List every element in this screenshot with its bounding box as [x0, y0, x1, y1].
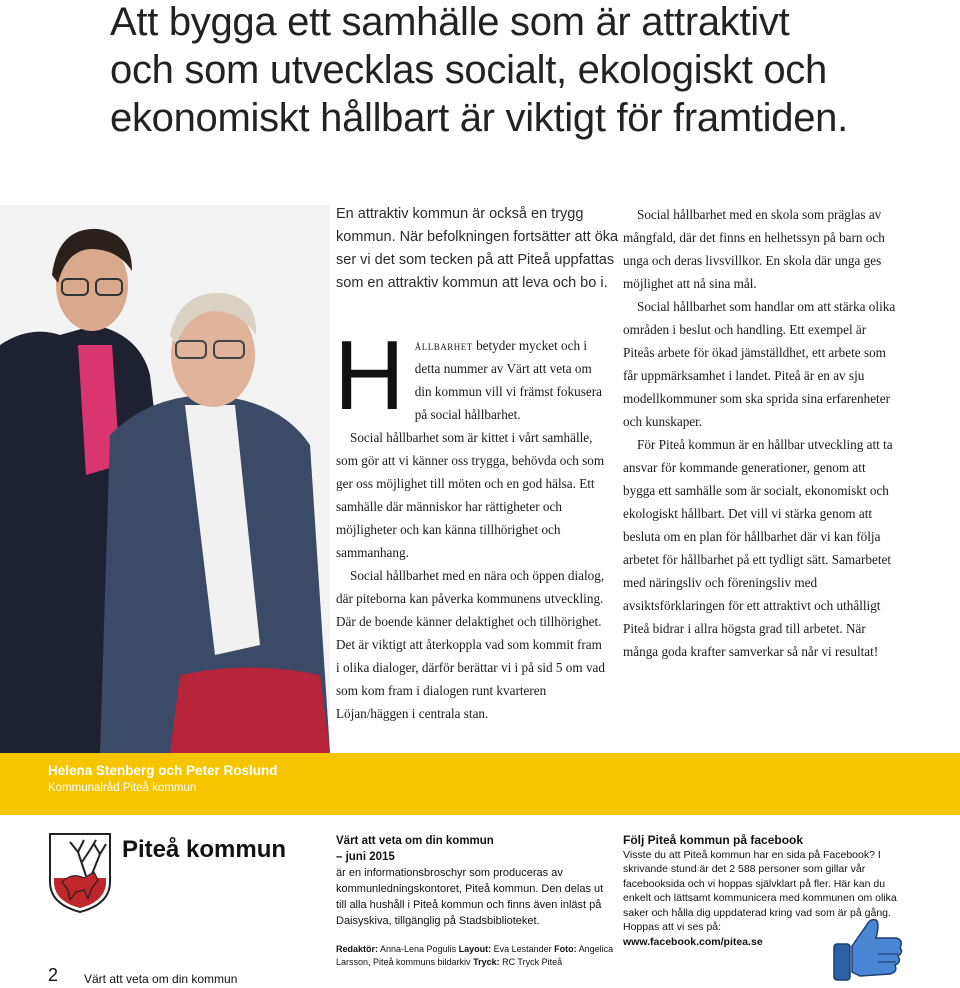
layout-label: Layout:: [458, 944, 492, 954]
print-value: RC Tryck Piteå: [499, 957, 563, 967]
editor-value: Anna-Lena Pogulis: [378, 944, 459, 954]
portrait-illustration: [0, 205, 330, 753]
article-paragraph: Social hållbarhet med en nära och öppen dialog, där piteborna kan påverka kommunens utveckling. Där de boende känner delaktighet och tillhörighet. Det är viktigt att återkoppla vad som kommit fram i olika dialoger, därför berättar vi i på sid 5 om vad som kom fram i dialogen runt kvarteren Löjan/häggen i centrala stan.: [336, 568, 605, 721]
facebook-body: Visste du att Piteå kommun har en sida på Facebook? I skrivande stund är det 2 588 personer som gillar vår facebooksida och vi hoppas självklart på fler. Här kan du enkelt och lättsamt kommunicera med kommunen om olika saker och hålla dig uppdaterad kring vad som är på gång. Hoppas att vi ses på:: [623, 848, 897, 933]
facebook-link[interactable]: www.facebook.com/pitea.se: [623, 935, 763, 948]
publication-title: Värt att veta om din kommun: [336, 835, 494, 847]
thumbs-up-icon: [830, 910, 906, 986]
intro-rest: betyder mycket och i detta nummer av Värt att veta om din kommun vill vi främst fokusera på social hållbarhet.: [414, 338, 602, 422]
article-paragraph: Social hållbarhet som är kittet i vårt samhälle, som gör att vi känner oss trygga, behövda och som ger oss möjlighet till möten och en god hälsa. Ett samhälle där människor har rättigheter och möjligheter och kan känna tillhörighet och sammanhang.: [336, 430, 605, 560]
pitea-coat-of-arms-icon: [48, 832, 112, 914]
publication-description: är en informationsbroschyr som produceras av kommunledningskontoret, Piteå kommun. Den delas ut till alla hushåll i Piteå kommun och finns även inläst på Daisyskiva, tillgänglig på Stadsbiblioteket.: [336, 867, 604, 927]
foto-label: Foto:: [554, 944, 577, 954]
article-column-2: [623, 203, 898, 663]
layout-value: Eva Lestander: [491, 944, 555, 954]
footer-title: Värt att veta om din kommun: [84, 972, 238, 986]
publication-credits: [336, 943, 616, 969]
article-paragraph: Social hållbarhet som handlar om att stärka olika områden i beslut och handling. Ett exempel är Piteås arbete för ökad jämställdhet, ett arbete som får uppmärksamhet i landet. Piteå är en av sju modellkommuner som ska sprida sina erfarenheter och kunskaper.: [623, 299, 896, 429]
headline-line-2: och som utvecklas socialt, ekologiskt och: [110, 48, 827, 92]
editor-label: Redaktör:: [336, 944, 379, 954]
headline-line-1: Att bygga ett samhälle som är attraktivt: [110, 0, 790, 44]
article-paragraph: Social hållbarhet med en skola som präglas av mångfald, där det finns en helhetssyn på barn och unga och deras livsvillkor. En skola där unga ges möjlighet att nå sina mål.: [623, 207, 885, 291]
caption-role: Kommunalråd Piteå kommun: [48, 782, 197, 794]
facebook-title: Följ Piteå kommun på facebook: [623, 833, 804, 847]
article-paragraph: För Piteå kommun är en hållbar utveckling att ta ansvar för kommande generationer, genom att bygga ett samhälle som är socialt, ekonomiskt och ekologiskt hållbart. Det vill vi stärka genom att besluta om en plan för hållbarhet där vi kan följa arbetet för hållbarhet på ett tydligt sätt. Samarbetet med näringsliv och föreningsliv med avsiktsförklaringen för ett attraktivt och uthålligt Piteå bidrar i allra högsta grad till arbetet. När många goda krafter samverkar så når vi resultat!: [623, 437, 893, 659]
caption-names: Helena Stenberg och Peter Roslund: [48, 763, 278, 778]
print-label: Tryck:: [473, 957, 500, 967]
publication-issue: – juni 2015: [336, 851, 395, 863]
portrait-photo: [0, 205, 330, 753]
logo-wordmark: Piteå kommun: [122, 836, 287, 863]
article-column-1: [334, 320, 608, 725]
article-intro: [334, 320, 608, 430]
lead-paragraph: En attraktiv kommun är också en trygg kommun. När befolkningen fortsätter att öka ser vi det som tecken på att Piteå uppfattas som en attraktiv kommun att leva och bo i.: [336, 206, 619, 291]
publication-info: [336, 833, 616, 969]
caption-band: [0, 753, 960, 815]
intro-smallcaps: ållbarhet: [414, 338, 473, 353]
headline: [110, 0, 930, 142]
page-number: 2: [48, 965, 59, 985]
headline-line-3: ekonomiskt hållbart är viktigt för framtiden.: [110, 96, 848, 140]
drop-cap: H: [334, 320, 405, 430]
foto-value: Angelica Larsson, Piteå kommuns bildarkiv: [336, 944, 614, 967]
